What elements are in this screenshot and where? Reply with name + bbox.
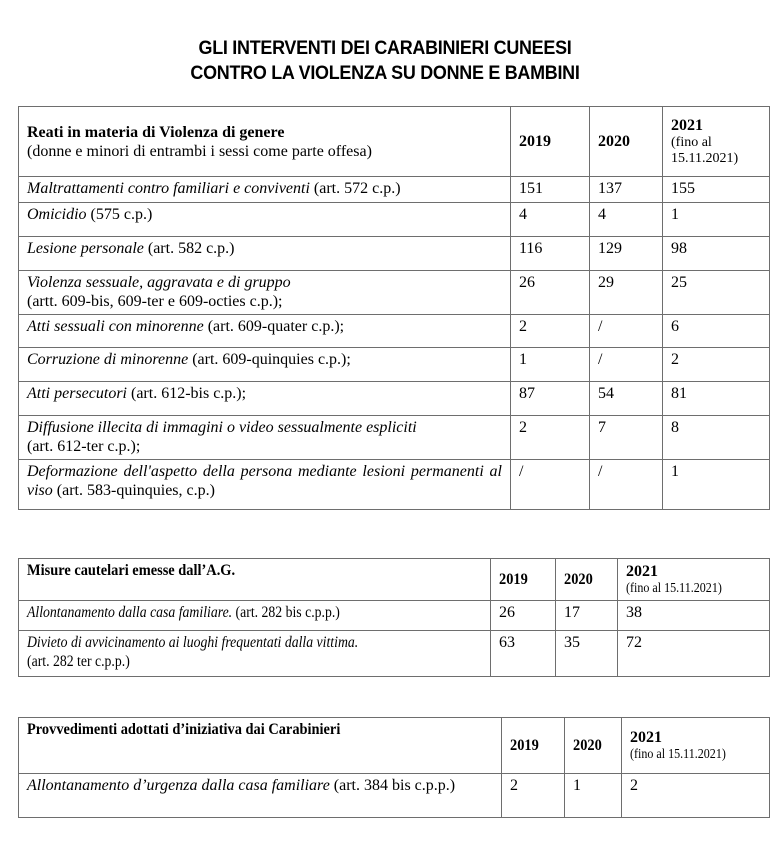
- table-row: [19, 601, 770, 631]
- header-2021-note: [626, 581, 761, 597]
- value-2019: 87: [511, 382, 590, 416]
- value-2019: 26: [511, 271, 590, 315]
- crime-article: (575 c.p.): [86, 206, 153, 223]
- crime-name: [19, 348, 511, 382]
- value-2020: 4: [590, 203, 663, 237]
- value-2020: 7: [590, 416, 663, 460]
- title-line-2: CONTRO LA VIOLENZA SU DONNE E BAMBINI: [190, 62, 580, 84]
- value-2020: 129: [590, 237, 663, 271]
- header-2021: [618, 559, 770, 601]
- crime-name-italic: Atti sessuali con minorenne: [27, 318, 204, 335]
- header-label-bold: Reati in materia di Violenza di genere: [27, 123, 285, 141]
- header-crimes-label: [19, 107, 511, 177]
- measure-name-italic: Allontanamento d’urgenza dalla casa familiare: [27, 777, 330, 794]
- header-2021: [663, 107, 770, 177]
- value-2019: 116: [511, 237, 590, 271]
- value-2021: 2: [622, 774, 770, 818]
- header-2019-text: 2019: [510, 737, 539, 754]
- carabinieri-measures-table: [18, 717, 770, 818]
- crime-name: [19, 271, 511, 315]
- header-2021-year: 2021: [630, 729, 662, 746]
- value-2020: 54: [590, 382, 663, 416]
- header-2021-note: [630, 747, 761, 763]
- measure-name: [19, 774, 502, 818]
- header-2021: [622, 718, 770, 774]
- header-label-sub: (donne e minori di entrambi i sessi come parte offesa): [27, 142, 372, 160]
- measure-name-italic: Divieto di avvicinamento ai luoghi frequentati dalla vittima.: [27, 634, 359, 651]
- crime-name-italic: Deformazione dell'aspetto della persona mediante lesioni permanenti al viso: [27, 463, 502, 499]
- crime-article: (art. 612-bis c.p.);: [126, 385, 247, 402]
- measure-article: (art. 282 bis c.p.p.): [232, 604, 340, 621]
- value-2021: 38: [618, 601, 770, 631]
- crime-article: (art. 572 c.p.): [309, 180, 401, 197]
- table-row: [19, 382, 770, 416]
- measure-name: [19, 631, 491, 677]
- value-2020: 137: [590, 177, 663, 203]
- crime-name-italic: Diffusione illecita di immagini o video sessualmente espliciti: [27, 419, 417, 436]
- table-row: [19, 348, 770, 382]
- header-2019: [502, 718, 565, 774]
- header-measures-label: [19, 559, 491, 601]
- header-2020-text: 2020: [564, 571, 593, 588]
- crime-name: [19, 203, 511, 237]
- header-2021-note-1: (fino al: [671, 135, 712, 150]
- value-2021: 2: [663, 348, 770, 382]
- value-2019: 4: [511, 203, 590, 237]
- header-2021-note-2: 15.11.2021): [671, 151, 739, 166]
- crime-name-italic: Maltrattamenti contro familiari e conviventi: [27, 180, 310, 197]
- crime-name: [19, 416, 511, 460]
- crime-article: (art. 609-quater c.p.);: [203, 318, 345, 335]
- crime-article: (art. 583-quinquies, c.p.): [52, 482, 215, 499]
- table-row: [19, 271, 770, 315]
- value-2019: 2: [502, 774, 565, 818]
- table-header-row: [19, 107, 770, 177]
- header-2020: [556, 559, 618, 601]
- value-2020: 29: [590, 271, 663, 315]
- header-label-text: Provvedimenti adottati d’iniziativa dai Carabinieri: [27, 721, 341, 738]
- value-2020: 35: [556, 631, 618, 677]
- measure-article: (art. 384 bis c.p.p.): [329, 777, 456, 794]
- value-2021: 6: [663, 315, 770, 348]
- table-row: [19, 315, 770, 348]
- value-2020: 1: [565, 774, 622, 818]
- value-2020: /: [590, 348, 663, 382]
- value-2019: 26: [491, 601, 556, 631]
- value-2021: 155: [663, 177, 770, 203]
- table-row: [19, 774, 770, 818]
- precautionary-measures-table: [18, 558, 770, 677]
- crime-article: (art. 612-ter c.p.);: [27, 438, 141, 455]
- header-2020-text: 2020: [573, 737, 602, 754]
- value-2019: 63: [491, 631, 556, 677]
- measure-name: [19, 601, 491, 631]
- crime-name-italic: Atti persecutori: [27, 385, 127, 402]
- crime-name: [19, 382, 511, 416]
- document-title: [31, 36, 739, 86]
- value-2019: 2: [511, 416, 590, 460]
- table-row: [19, 460, 770, 510]
- title-line-1: GLI INTERVENTI DEI CARABINIERI CUNEESI: [198, 37, 572, 59]
- header-2020: 2020: [590, 107, 663, 177]
- crime-name: [19, 315, 511, 348]
- header-2021-year: 2021: [626, 563, 658, 580]
- header-2019-text: 2019: [499, 571, 528, 588]
- measure-article: (art. 282 ter c.p.p.): [27, 653, 130, 670]
- header-2019: 2019: [511, 107, 590, 177]
- value-2020: /: [590, 460, 663, 510]
- header-2021-note-text: (fino al 15.11.2021): [630, 747, 726, 762]
- value-2021: 25: [663, 271, 770, 315]
- table-row: [19, 631, 770, 677]
- crime-name-italic: Corruzione di minorenne: [27, 351, 189, 368]
- crime-name: [19, 177, 511, 203]
- value-2021: 98: [663, 237, 770, 271]
- value-2021: 8: [663, 416, 770, 460]
- header-2021-note-text: (fino al 15.11.2021): [626, 581, 722, 596]
- value-2019: 2: [511, 315, 590, 348]
- header-2020: [565, 718, 622, 774]
- value-2019: 151: [511, 177, 590, 203]
- table-row: [19, 237, 770, 271]
- gender-violence-crimes-table: [18, 106, 770, 510]
- crime-name: [19, 460, 511, 510]
- crime-article: (artt. 609-bis, 609-ter e 609-octies c.p.);: [27, 293, 283, 310]
- table-row: [19, 177, 770, 203]
- value-2019: 1: [511, 348, 590, 382]
- value-2021: 81: [663, 382, 770, 416]
- value-2021: 72: [618, 631, 770, 677]
- table-row: [19, 203, 770, 237]
- crime-article: (art. 609-quinquies c.p.);: [188, 351, 351, 368]
- table-header-row: [19, 559, 770, 601]
- header-2021-year: 2021: [671, 117, 703, 134]
- header-measures-label: [19, 718, 502, 774]
- crime-name: [19, 237, 511, 271]
- crime-article: (art. 582 c.p.): [143, 240, 235, 257]
- header-label-text: Misure cautelari emesse dall’A.G.: [27, 562, 236, 579]
- value-2019: /: [511, 460, 590, 510]
- value-2020: /: [590, 315, 663, 348]
- crime-name-italic: Lesione personale: [27, 240, 144, 257]
- table-row: [19, 416, 770, 460]
- crime-name-italic: Violenza sessuale, aggravata e di gruppo: [27, 274, 291, 291]
- table-header-row: [19, 718, 770, 774]
- value-2021: 1: [663, 460, 770, 510]
- header-2019: [491, 559, 556, 601]
- measure-name-italic: Allontanamento dalla casa familiare.: [27, 604, 233, 621]
- value-2021: 1: [663, 203, 770, 237]
- value-2020: 17: [556, 601, 618, 631]
- crime-name-italic: Omicidio: [27, 206, 87, 223]
